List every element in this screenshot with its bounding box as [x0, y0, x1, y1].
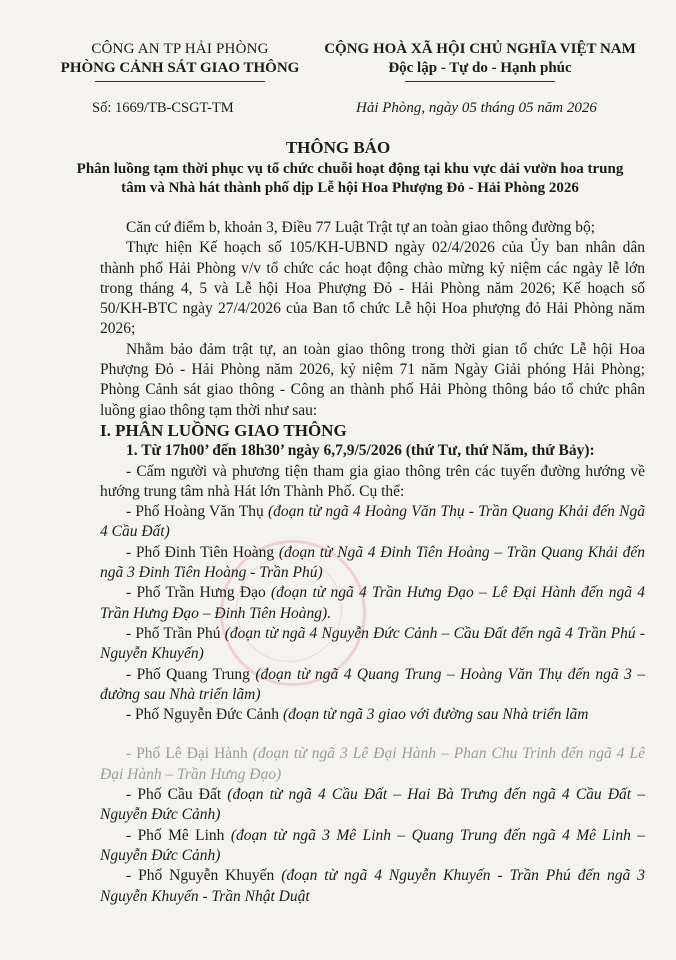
nation-title: CỘNG HOÀ XÃ HỘI CHỦ NGHĨA VIỆT NAM — [324, 41, 636, 57]
street-item — [100, 785, 645, 826]
motto-underline — [405, 81, 555, 82]
nation-motto: Độc lập - Tự do - Hạnh phúc — [388, 60, 572, 76]
national-header — [320, 40, 640, 82]
street-segment: (đoạn từ ngã 3 giao với đường sau Nhà triển lãm — [282, 706, 589, 724]
street-name: - Phố Nguyễn Đức Cảnh — [126, 706, 283, 724]
street-name: - Phố Mê Linh — [126, 826, 231, 844]
street-item — [100, 502, 645, 543]
street-segment: (đoạn từ ngã 3 Mê Linh – Quang Trung đến ngã 4 Mê Linh – Nguyễn Đức Cảnh) — [100, 826, 645, 864]
section-heading: I. PHÂN LUỒNG GIAO THÔNG — [100, 420, 347, 440]
street-segment: (đoạn từ ngã 4 Quang Trung – Hoàng Văn Thụ đến ngã 3 – đường sau Nhà triển lãm) — [100, 665, 645, 703]
street-segment: (đoạn từ ngã 3 Lê Đại Hành – Phan Chu Trinh đến ngã 4 Lê Đại Hành – Trần Hưng Đạo) — [100, 745, 645, 783]
street-item — [100, 705, 645, 725]
document-body — [100, 218, 645, 907]
document-title: THÔNG BÁO — [285, 138, 391, 157]
street-name: - Phố Quang Trung — [126, 665, 256, 683]
street-segment: (đoạn từ ngã 4 Hoàng Văn Thụ - Trần Quang Khải đến Ngã 4 Cầu Đất) — [100, 503, 645, 541]
street-name: - Phố Trần Hưng Đạo — [126, 584, 272, 602]
issue-date: Hải Phòng, ngày 05 tháng 05 năm 2026 — [356, 100, 597, 116]
street-item — [100, 665, 645, 706]
paragraph-legal-basis: Căn cứ điểm b, khoản 3, Điều 77 Luật Trật tự an toàn giao thông đường bộ; — [126, 219, 596, 236]
org-underline — [95, 81, 265, 82]
street-segment: (đoạn từ ngã 4 Nguyễn Đức Cảnh – Cầu Đất đến ngã 4 Trần Phú - Nguyễn Khuyến) — [100, 624, 646, 663]
street-item — [100, 583, 645, 624]
street-item — [100, 826, 645, 867]
street-segment: (đoạn từ ngã 4 Nguyễn Khuyến - Trần Phú đến ngã 3 Nguyễn Khuyến - Trần Nhật Duật — [100, 867, 645, 905]
paragraph-plans: Thực hiện Kế hoạch số 105/KH-UBND ngày 02/4/2026 của Ủy ban nhân dân thành phố Hải Phòng v/v tổ chức các hoạt động chào mừng kỷ niệm các ngày lễ lớn trong tháng 4, 5 và Lễ hội Hoa Phượng Đỏ - Hải Phòng năm 2026; Kế hoạch số 50/KH-BTC ngày 27/4/2026 của Ban tổ chức Lễ hội Hoa phượng đỏ Hải Phòng năm 2026; — [100, 239, 645, 338]
street-name: - Phố Cầu Đất — [126, 786, 228, 804]
street-item — [100, 866, 645, 907]
street-name: - Phố Hoàng Văn Thụ — [126, 503, 268, 521]
blank-line — [100, 725, 645, 744]
restriction-intro: - Cấm người và phương tiện tham gia giao thông trên các tuyến đường hướng về hướng trung tâm nhà Hát lớn Thành Phố. Cụ thể: — [100, 462, 645, 500]
paragraph-purpose: Nhằm bảo đảm trật tự, an toàn giao thông trong thời gian tổ chức Lễ hội Hoa Phượng Đỏ - Hải Phòng năm 2026, kỷ niệm 71 năm Ngày Giải phóng Hải Phòng; Phòng Cảnh sát giao thông - Công an thành phố Hải Phòng thông báo tổ chức phân luồng giao thông tạm thời như sau: — [100, 340, 645, 419]
street-item — [100, 543, 645, 584]
issuing-organization — [60, 40, 300, 82]
document-number: Số: 1669/TB-CSGT-TM — [92, 100, 234, 116]
street-name: - Phố Lê Đại Hành — [126, 745, 253, 763]
subsection-heading: 1. Từ 17h00’ đến 18h30’ ngày 6,7,9/5/2026 (thứ Tư, thứ Năm, thứ Bảy): — [126, 442, 595, 460]
street-item-faded — [100, 744, 645, 785]
document-subtitle: Phân luồng tạm thời phục vụ tổ chức chuỗi hoạt động tại khu vực dải vườn hoa trung tâm và Nhà hát thành phố dịp Lễ hội Hoa Phượng Đỏ - Hải Phòng 2026 — [76, 161, 624, 196]
org-line-2: PHÒNG CẢNH SÁT GIAO THÔNG — [60, 60, 300, 76]
street-name: - Phố Trần Phú — [126, 624, 225, 642]
street-name: - Phố Nguyễn Khuyến — [126, 867, 282, 885]
street-name: - Phố Đinh Tiên Hoàng — [126, 543, 279, 561]
street-segment: (đoạn từ ngã 4 Trần Hưng Đạo – Lê Đại Hành đến ngã 4 Trần Hưng Đạo – Đinh Tiên Hoàng). — [100, 584, 645, 622]
street-segment: (đoạn từ ngã 4 Cầu Đất – Hai Bà Trưng đến ngã 4 Cầu Đất – Nguyễn Đức Cảnh) — [100, 786, 645, 824]
street-item — [100, 624, 645, 665]
street-segment: (đoạn từ Ngã 4 Đinh Tiên Hoàng – Trần Quang Khải đến ngã 3 Đinh Tiên Hoàng - Trần Phú) — [100, 543, 646, 582]
org-line-1: CÔNG AN TP HẢI PHÒNG — [91, 41, 269, 57]
